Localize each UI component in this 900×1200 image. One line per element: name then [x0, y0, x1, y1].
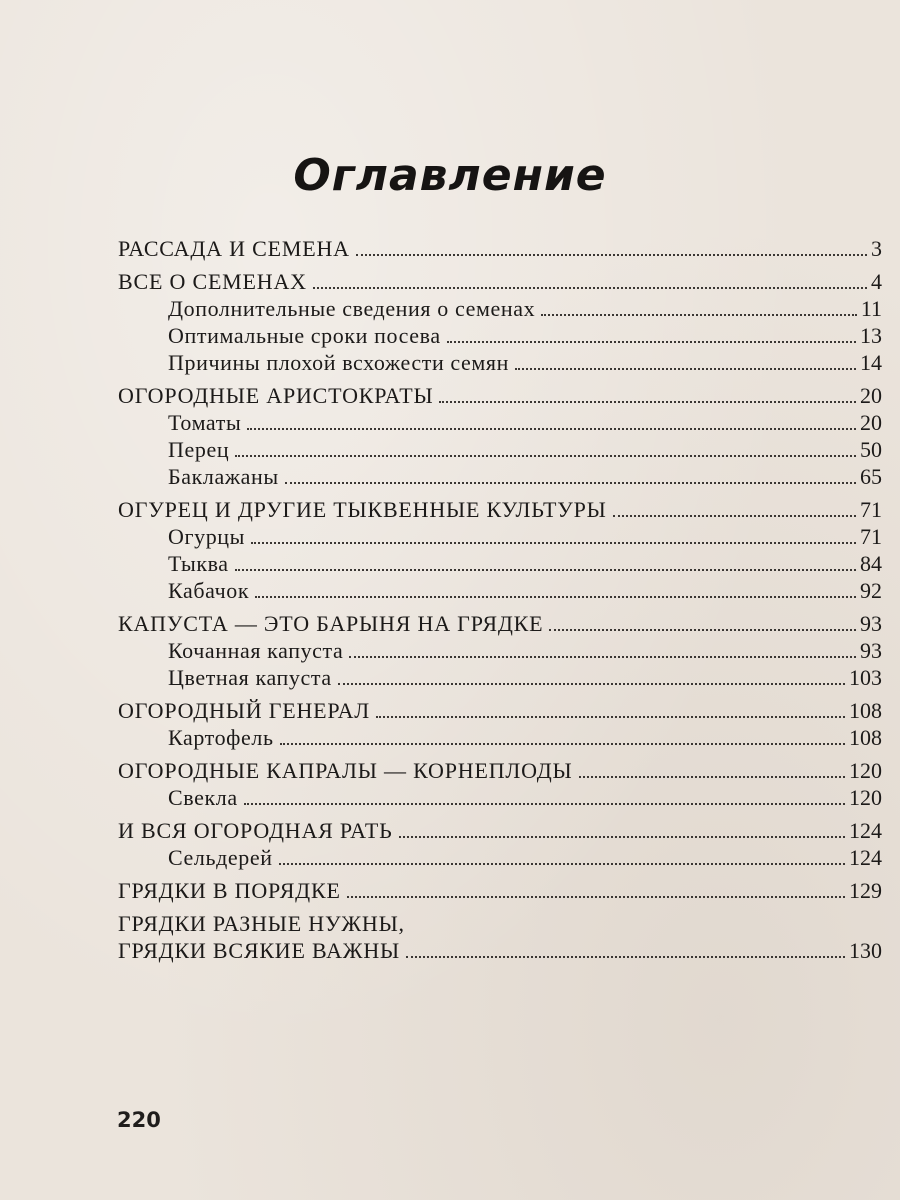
toc-chapter-entry[interactable]: [118, 937, 882, 964]
toc-page-number: 124: [849, 818, 882, 843]
toc-chapter-entry[interactable]: [118, 697, 882, 724]
toc-page-number: 50: [860, 437, 882, 462]
toc-chapter-entry-label: ОГУРЕЦ И ДРУГИЕ ТЫКВЕННЫЕ КУЛЬТУРЫ: [118, 497, 607, 522]
toc-page-number: 129: [849, 878, 882, 903]
dot-leader: [541, 314, 857, 316]
dot-leader: [285, 482, 856, 484]
toc-page-number: 93: [860, 611, 882, 636]
toc-chapter-entry-label: ВСЕ О СЕМЕНАХ: [118, 269, 307, 294]
page-folio: 220: [117, 1108, 161, 1132]
toc-chapter-entry-label: КАПУСТА — ЭТО БАРЫНЯ НА ГРЯДКЕ: [118, 611, 544, 636]
dot-leader: [447, 341, 856, 343]
toc-subsection-entry[interactable]: [118, 724, 882, 751]
toc-page-number: 84: [860, 551, 882, 576]
toc-page-number: 71: [860, 497, 882, 522]
toc-subsection-entry[interactable]: [118, 784, 882, 811]
toc-page-number: 130: [849, 938, 882, 963]
toc-subsection-entry-label: Баклажаны: [168, 464, 279, 489]
dot-leader: [406, 956, 845, 958]
toc-section: [118, 877, 882, 904]
dot-leader: [235, 455, 856, 457]
dot-leader: [235, 569, 856, 571]
toc-chapter-entry-label: РАССАДА И СЕМЕНА: [118, 236, 350, 261]
toc-chapter-entry-label: ГРЯДКИ В ПОРЯДКЕ: [118, 878, 341, 903]
toc-subsection-entry-label: Огурцы: [168, 524, 246, 549]
dot-leader: [279, 863, 845, 865]
dot-leader: [613, 515, 856, 517]
toc-subsection-entry-label: Сельдерей: [168, 845, 273, 870]
toc-chapter-entry[interactable]: [118, 496, 882, 523]
toc-page-number: 4: [871, 269, 882, 294]
toc-chapter-entry[interactable]: [118, 382, 882, 409]
toc-chapter-entry[interactable]: [118, 817, 882, 844]
toc-subsection-entry-label: Дополнительные сведения о семенах: [168, 296, 536, 321]
toc-subsection-entry[interactable]: [118, 463, 882, 490]
toc-section: [118, 382, 882, 490]
toc-subsection-entry[interactable]: [118, 322, 882, 349]
toc-chapter-entry[interactable]: [118, 235, 882, 262]
toc-subsection-entry-label: Картофель: [168, 725, 274, 750]
toc-subsection-entry[interactable]: [118, 637, 882, 664]
toc-subsection-entry-label: Причины плохой всхожести семян: [168, 350, 510, 375]
toc-section: [118, 757, 882, 811]
toc-chapter-entry-label: И ВСЯ ОГОРОДНАЯ РАТЬ: [118, 818, 393, 843]
toc-page-number: 14: [860, 350, 882, 375]
dot-leader: [244, 803, 845, 805]
dot-leader: [349, 656, 856, 658]
dot-leader: [579, 776, 846, 778]
dot-leader: [347, 896, 845, 898]
toc-subsection-entry-label: Тыква: [168, 551, 229, 576]
toc-subsection-entry-label: Кочанная капуста: [168, 638, 344, 663]
dot-leader: [515, 368, 856, 370]
toc-subsection-entry[interactable]: [118, 664, 882, 691]
toc-page-number: 13: [860, 323, 882, 348]
toc-page-number: 11: [860, 296, 882, 321]
toc-section: [118, 268, 882, 376]
dot-leader: [255, 596, 856, 598]
toc-page-number: 92: [860, 578, 882, 603]
toc-subsection-entry[interactable]: [118, 436, 882, 463]
toc-section: [118, 235, 882, 262]
toc-subsection-entry[interactable]: [118, 550, 882, 577]
toc-chapter-entry[interactable]: [118, 877, 882, 904]
toc-chapter-entry-label: ОГОРОДНЫЕ КАПРАЛЫ — КОРНЕПЛОДЫ: [118, 758, 573, 783]
dot-leader: [247, 428, 856, 430]
toc-subsection-entry[interactable]: [118, 577, 882, 604]
toc-page-number: 65: [860, 464, 882, 489]
toc-subsection-entry-label: Томаты: [168, 410, 242, 435]
toc-page-number: 124: [849, 845, 882, 870]
toc-chapter-entry[interactable]: [118, 268, 882, 295]
toc-subsection-entry-label: Цветная капуста: [168, 665, 332, 690]
toc-section: [118, 610, 882, 691]
toc-subsection-entry-label: Оптимальные сроки посева: [168, 323, 441, 348]
table-of-contents: [118, 235, 882, 970]
toc-sections: [118, 235, 882, 904]
toc-chapter-entry[interactable]: [118, 757, 882, 784]
toc-section: [118, 817, 882, 871]
toc-page-number: 20: [860, 383, 882, 408]
toc-section: [118, 496, 882, 604]
toc-page-number: 108: [849, 725, 882, 750]
toc-subsection-entry[interactable]: [118, 349, 882, 376]
toc-chapter-entry-label: ОГОРОДНЫЕ АРИСТОКРАТЫ: [118, 383, 434, 408]
dot-leader: [356, 254, 867, 256]
dot-leader: [338, 683, 845, 685]
toc-subsection-entry[interactable]: [118, 844, 882, 871]
toc-chapter-entry-label: ОГОРОДНЫЙ ГЕНЕРАЛ: [118, 698, 371, 723]
toc-page-number: 20: [860, 410, 882, 435]
toc-chapter-title-line2: ГРЯДКИ ВСЯКИЕ ВАЖНЫ: [118, 938, 400, 963]
dot-leader: [376, 716, 845, 718]
toc-section: [118, 697, 882, 751]
dot-leader: [313, 287, 867, 289]
toc-subsection-entry-label: Кабачок: [168, 578, 250, 603]
toc-chapter-title-line1: ГРЯДКИ РАЗНЫЕ НУЖНЫ,: [118, 911, 405, 936]
toc-page-number: 108: [849, 698, 882, 723]
toc-subsection-entry[interactable]: [118, 409, 882, 436]
toc-page-number: 103: [849, 665, 882, 690]
dot-leader: [439, 401, 856, 403]
toc-section-last: [118, 910, 882, 964]
page-title: Оглавление: [293, 150, 607, 201]
toc-page-number: 71: [860, 524, 882, 549]
toc-page-number: 120: [849, 758, 882, 783]
toc-subsection-entry-label: Свекла: [168, 785, 238, 810]
toc-chapter-entry[interactable]: [118, 610, 882, 637]
toc-page-number: 120: [849, 785, 882, 810]
toc-subsection-entry-label: Перец: [168, 437, 230, 462]
dot-leader: [251, 542, 856, 544]
toc-page-number: 3: [871, 236, 882, 261]
dot-leader: [399, 836, 845, 838]
toc-subsection-entry[interactable]: [118, 523, 882, 550]
toc-subsection-entry[interactable]: [118, 295, 882, 322]
dot-leader: [549, 629, 856, 631]
toc-page-number: 93: [860, 638, 882, 663]
dot-leader: [280, 743, 845, 745]
